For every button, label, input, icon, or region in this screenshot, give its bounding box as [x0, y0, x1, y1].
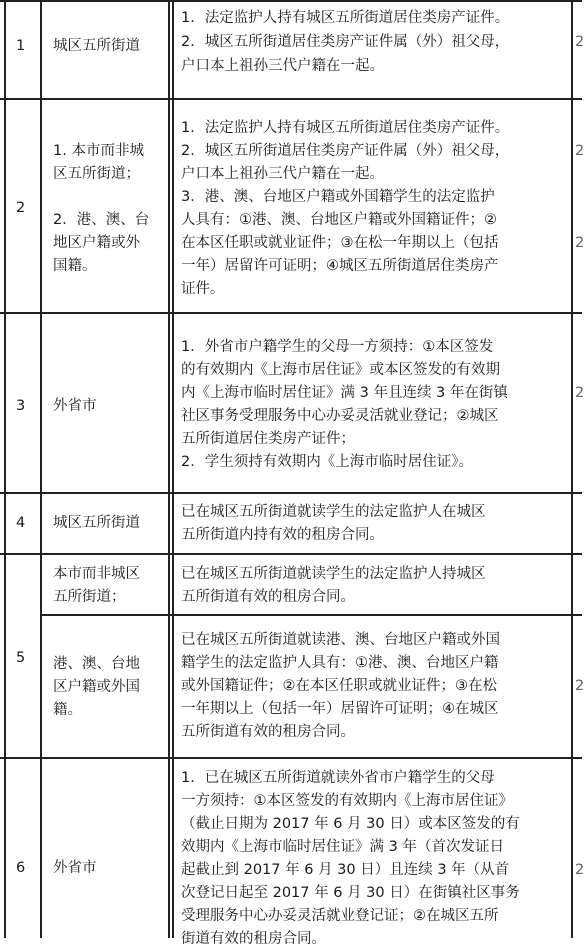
column-divider — [4, 0, 6, 938]
condition-line: 受理服务中心办妥灵活就业登记证；②在城区五所 — [181, 908, 499, 924]
edge-fragment: 2 — [575, 862, 584, 878]
column-divider — [40, 0, 42, 938]
condition-line: 2．城区五所街道居住类房产证件属（外）祖父母， — [181, 34, 510, 50]
row-number: 3 — [16, 398, 26, 414]
condition-line: 在本区任职或就业证件；③在松一年期以上（包括 — [181, 235, 499, 251]
condition-line: 1．外省市户籍学生的父母一方须持：①本区签发 — [181, 339, 494, 355]
condition-line: （截止日期为 2017 年 6 月 30 日）或本区签发的有 — [181, 816, 520, 832]
category-line: 外省市 — [53, 398, 97, 414]
condition-line: 一方须持：①本区签发的有效期内《上海市居住证》 — [181, 793, 513, 809]
category-line: 五所街道； — [53, 589, 126, 605]
edge-fragment: 2 — [575, 385, 584, 401]
condition-line: 的有效期内《上海市居住证》或本区签发的有效期 — [181, 362, 500, 378]
condition-line: 或外国籍证件；②在本区任职或就业证件；③在松 — [181, 678, 497, 694]
condition-line: 已在城区五所街道就读港、澳、台地区户籍或外国 — [181, 632, 500, 648]
condition-line: 1．法定监护人持有城区五所街道居住类房产证件。 — [181, 10, 510, 26]
row-divider — [0, 312, 582, 314]
edge-fragment: 2 — [575, 678, 584, 694]
condition-line: 户口本上祖孙三代户籍在一起。 — [181, 58, 384, 74]
category-line: 城区五所街道 — [53, 38, 140, 54]
category-line: 国籍。 — [53, 258, 97, 274]
row-divider — [0, 0, 582, 2]
category-line: 外省市 — [53, 860, 97, 876]
category-line: 籍。 — [53, 702, 82, 718]
category-line: 区户籍或外国 — [53, 679, 140, 695]
condition-line: 已在城区五所街道就读学生的法定监护人在城区 — [181, 504, 486, 520]
category-line: 地区户籍或外 — [53, 235, 140, 251]
row-number: 5 — [16, 650, 26, 666]
row-divider — [0, 98, 582, 100]
condition-line: 起截止到 2017 年 6 月 30 日）且连续 3 年（从首 — [181, 862, 510, 878]
condition-line: 内《上海市临时居住证》满 3 年且连续 3 年在街镇 — [181, 385, 508, 401]
condition-line: 1．已在城区五所街道就读外省市户籍学生的父母 — [181, 770, 495, 786]
row-divider — [0, 492, 582, 494]
column-divider — [172, 0, 174, 938]
condition-line: 2．学生须持有效期内《上海市临时居住证》。 — [181, 454, 473, 470]
category-line: 港、澳、台地 — [53, 656, 140, 672]
row-number: 4 — [16, 515, 26, 531]
condition-line: 3．港、澳、台地区户籍或外国籍学生的法定监护 — [181, 189, 495, 205]
row-number: 6 — [16, 860, 26, 876]
row-divider — [0, 757, 582, 759]
category-line: 本市而非城区 — [53, 566, 140, 582]
condition-line: 效期内《上海市临时居住证》满 3 年（首次发证日 — [181, 839, 504, 855]
category-line: 区五所街道； — [53, 166, 140, 182]
category-line: 城区五所街道 — [53, 515, 140, 531]
condition-line: 社区事务受理服务中心办妥灵活就业登记；②城区 — [181, 408, 499, 424]
condition-line: 五所街道内持有效的租房合同。 — [181, 527, 384, 543]
condition-line: 五所街道有效的租房合同。 — [181, 724, 355, 740]
row-divider — [0, 553, 582, 555]
row-divider — [40, 614, 582, 616]
condition-line: 次登记日起至 2017 年 6 月 30 日）在街镇社区事务 — [181, 885, 520, 901]
condition-line: 2．城区五所街道居住类房产证件属（外）祖父母， — [181, 143, 510, 159]
row-number: 1 — [16, 38, 26, 54]
column-divider — [168, 0, 170, 938]
column-divider — [571, 0, 573, 938]
condition-line: 户口本上祖孙三代户籍在一起。 — [181, 166, 384, 182]
category-line: 2．港、澳、台 — [53, 212, 150, 228]
condition-line: 籍学生的法定监护人具有：①港、澳、台地区户籍 — [181, 655, 499, 671]
condition-line: 街道有效的租房合同。 — [181, 931, 326, 947]
condition-line: 五所街道有效的租房合同。 — [181, 589, 355, 605]
edge-fragment: 2 — [575, 34, 584, 50]
condition-line: 已在城区五所街道就读学生的法定监护人持城区 — [181, 566, 486, 582]
condition-line: 人具有：①港、澳、台地区户籍或外国籍证件；② — [181, 212, 497, 228]
edge-fragment: 2 — [575, 235, 584, 251]
edge-fragment: 2 — [575, 143, 584, 159]
condition-line: 一年期以上（包括一年）居留许可证明；④在城区 — [181, 701, 499, 717]
condition-line: 五所街道居住类房产证件； — [181, 431, 355, 447]
category-line: 1. 本市而非城 — [53, 143, 144, 159]
condition-line: 一年）居留许可证明；④城区五所街道居住类房产 — [181, 258, 499, 274]
condition-line: 证件。 — [181, 281, 225, 297]
condition-line: 1．法定监护人持有城区五所街道居住类房产证件。 — [181, 120, 510, 136]
row-number: 2 — [16, 200, 26, 216]
